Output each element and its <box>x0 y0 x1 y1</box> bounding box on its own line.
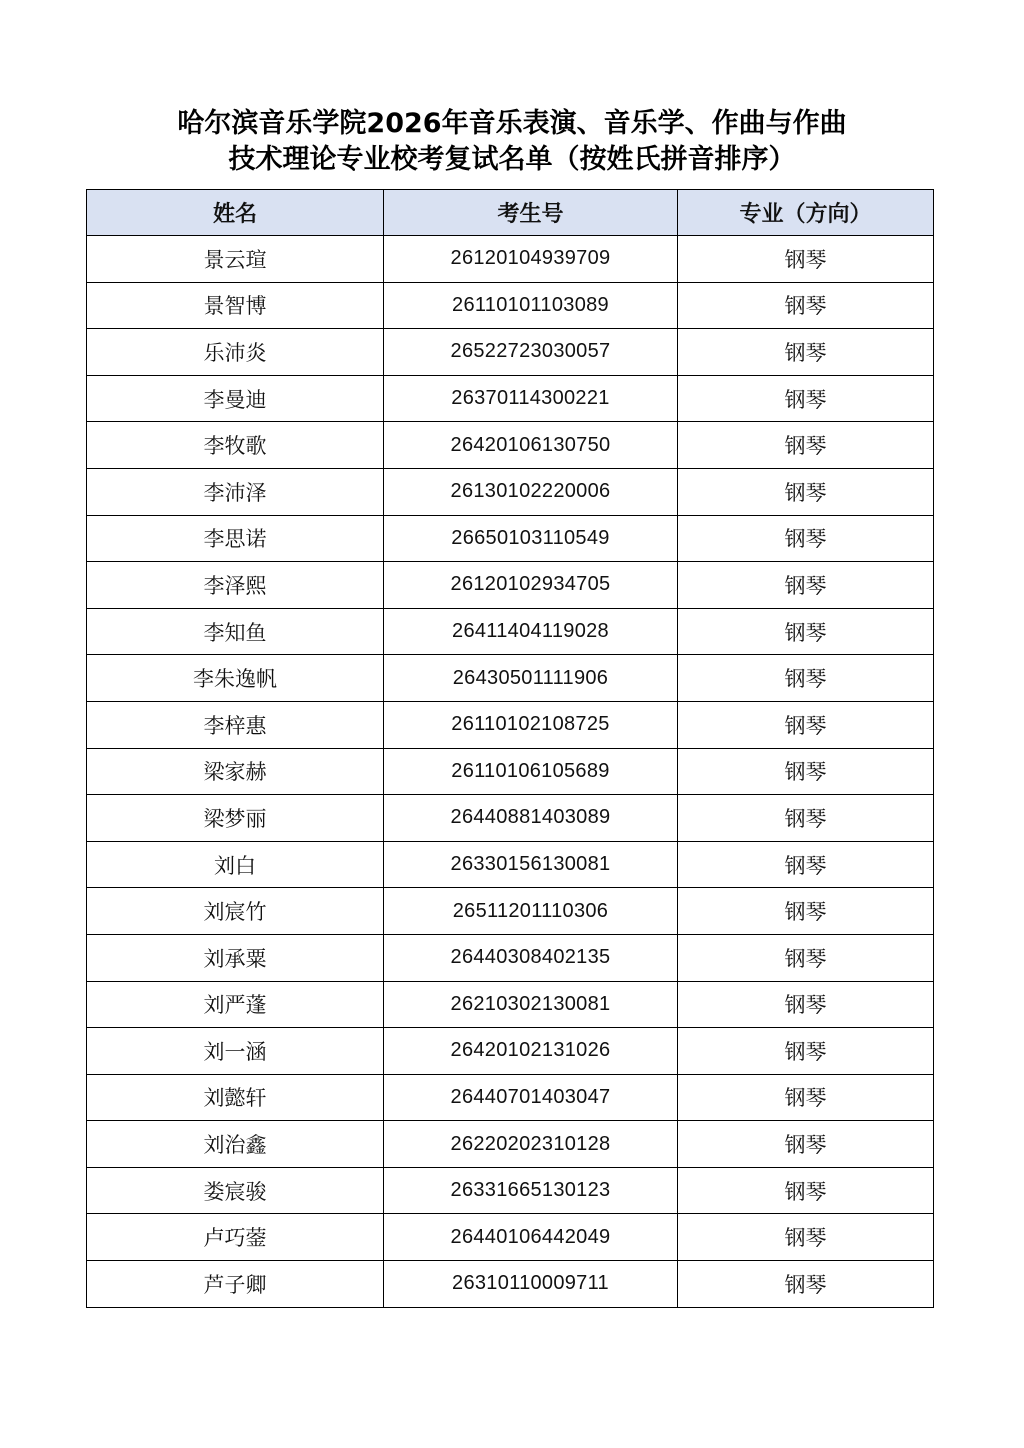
cell-candidate-id: 26440881403089 <box>384 795 678 842</box>
table-row <box>87 1028 934 1075</box>
header-major: 专业（方向） <box>678 190 934 236</box>
cell-major: 钢琴 <box>678 468 934 515</box>
cell-name: 刘一涵 <box>87 1028 384 1075</box>
table-row <box>87 329 934 376</box>
cell-major: 钢琴 <box>678 981 934 1028</box>
cell-name: 李知鱼 <box>87 608 384 655</box>
table-row <box>87 515 934 562</box>
cell-name: 李泽熙 <box>87 562 384 609</box>
cell-major: 钢琴 <box>678 329 934 376</box>
cell-major: 钢琴 <box>678 888 934 935</box>
cell-candidate-id: 26440106442049 <box>384 1214 678 1261</box>
cell-major: 钢琴 <box>678 562 934 609</box>
table-row <box>87 655 934 702</box>
table-row <box>87 795 934 842</box>
cell-name: 李牧歌 <box>87 422 384 469</box>
cell-candidate-id: 26411404119028 <box>384 608 678 655</box>
cell-name: 刘承粟 <box>87 934 384 981</box>
cell-name: 李曼迪 <box>87 375 384 422</box>
cell-major: 钢琴 <box>678 701 934 748</box>
cell-major: 钢琴 <box>678 1121 934 1168</box>
cell-major: 钢琴 <box>678 748 934 795</box>
cell-major: 钢琴 <box>678 655 934 702</box>
cell-major: 钢琴 <box>678 282 934 329</box>
title-line-1: 哈尔滨音乐学院2026年音乐表演、音乐学、作曲与作曲 <box>177 108 847 139</box>
cell-major: 钢琴 <box>678 1074 934 1121</box>
table-body <box>87 236 934 1308</box>
cell-candidate-id: 26440701403047 <box>384 1074 678 1121</box>
cell-candidate-id: 26110101103089 <box>384 282 678 329</box>
cell-candidate-id: 26210302130081 <box>384 981 678 1028</box>
table-row <box>87 841 934 888</box>
cell-candidate-id: 26370114300221 <box>384 375 678 422</box>
cell-candidate-id: 26110106105689 <box>384 748 678 795</box>
cell-name: 刘治鑫 <box>87 1121 384 1168</box>
table-row <box>87 422 934 469</box>
cell-candidate-id: 26220202310128 <box>384 1121 678 1168</box>
table-row <box>87 934 934 981</box>
cell-candidate-id: 26330156130081 <box>384 841 678 888</box>
table-row <box>87 1167 934 1214</box>
header-candidate-id: 考生号 <box>384 190 678 236</box>
cell-candidate-id: 26420106130750 <box>384 422 678 469</box>
cell-name: 刘宸竹 <box>87 888 384 935</box>
cell-major: 钢琴 <box>678 934 934 981</box>
cell-candidate-id: 26310110009711 <box>384 1261 678 1308</box>
cell-name: 刘白 <box>87 841 384 888</box>
cell-major: 钢琴 <box>678 795 934 842</box>
table-header-row <box>87 190 934 236</box>
table-row <box>87 1121 934 1168</box>
table-row <box>87 1074 934 1121</box>
cell-name: 刘严蓬 <box>87 981 384 1028</box>
cell-major: 钢琴 <box>678 608 934 655</box>
cell-candidate-id: 26440308402135 <box>384 934 678 981</box>
title-line-2: 技术理论专业校考复试名单（按姓氏拼音排序） <box>228 144 796 175</box>
cell-name: 李梓惠 <box>87 701 384 748</box>
cell-name: 芦子卿 <box>87 1261 384 1308</box>
cell-candidate-id: 26650103110549 <box>384 515 678 562</box>
cell-name: 娄宸骏 <box>87 1167 384 1214</box>
table-row <box>87 1214 934 1261</box>
cell-major: 钢琴 <box>678 1214 934 1261</box>
cell-candidate-id: 26331665130123 <box>384 1167 678 1214</box>
table-row <box>87 282 934 329</box>
table-row <box>87 701 934 748</box>
cell-name: 刘懿轩 <box>87 1074 384 1121</box>
cell-candidate-id: 26130102220006 <box>384 468 678 515</box>
cell-candidate-id: 26430501111906 <box>384 655 678 702</box>
candidate-table <box>86 189 934 1308</box>
cell-candidate-id: 26110102108725 <box>384 701 678 748</box>
table-row <box>87 888 934 935</box>
cell-major: 钢琴 <box>678 422 934 469</box>
cell-candidate-id: 26522723030057 <box>384 329 678 376</box>
cell-candidate-id: 26120104939709 <box>384 236 678 283</box>
cell-major: 钢琴 <box>678 375 934 422</box>
cell-name: 李沛泽 <box>87 468 384 515</box>
cell-candidate-id: 26420102131026 <box>384 1028 678 1075</box>
table-row <box>87 1261 934 1308</box>
cell-name: 梁梦丽 <box>87 795 384 842</box>
cell-name: 景智博 <box>87 282 384 329</box>
table-row <box>87 375 934 422</box>
table-row <box>87 608 934 655</box>
table-row <box>87 236 934 283</box>
cell-name: 乐沛炎 <box>87 329 384 376</box>
cell-candidate-id: 26120102934705 <box>384 562 678 609</box>
header-name: 姓名 <box>87 190 384 236</box>
cell-name: 李朱逸帆 <box>87 655 384 702</box>
cell-name: 梁家赫 <box>87 748 384 795</box>
cell-name: 卢巧蓥 <box>87 1214 384 1261</box>
table-row <box>87 748 934 795</box>
cell-name: 李思诺 <box>87 515 384 562</box>
table-row <box>87 468 934 515</box>
cell-name: 景云瑄 <box>87 236 384 283</box>
table-row <box>87 981 934 1028</box>
cell-major: 钢琴 <box>678 1167 934 1214</box>
document-title <box>0 106 1024 178</box>
cell-major: 钢琴 <box>678 1261 934 1308</box>
cell-major: 钢琴 <box>678 515 934 562</box>
cell-major: 钢琴 <box>678 1028 934 1075</box>
table-row <box>87 562 934 609</box>
cell-major: 钢琴 <box>678 236 934 283</box>
cell-candidate-id: 26511201110306 <box>384 888 678 935</box>
cell-major: 钢琴 <box>678 841 934 888</box>
